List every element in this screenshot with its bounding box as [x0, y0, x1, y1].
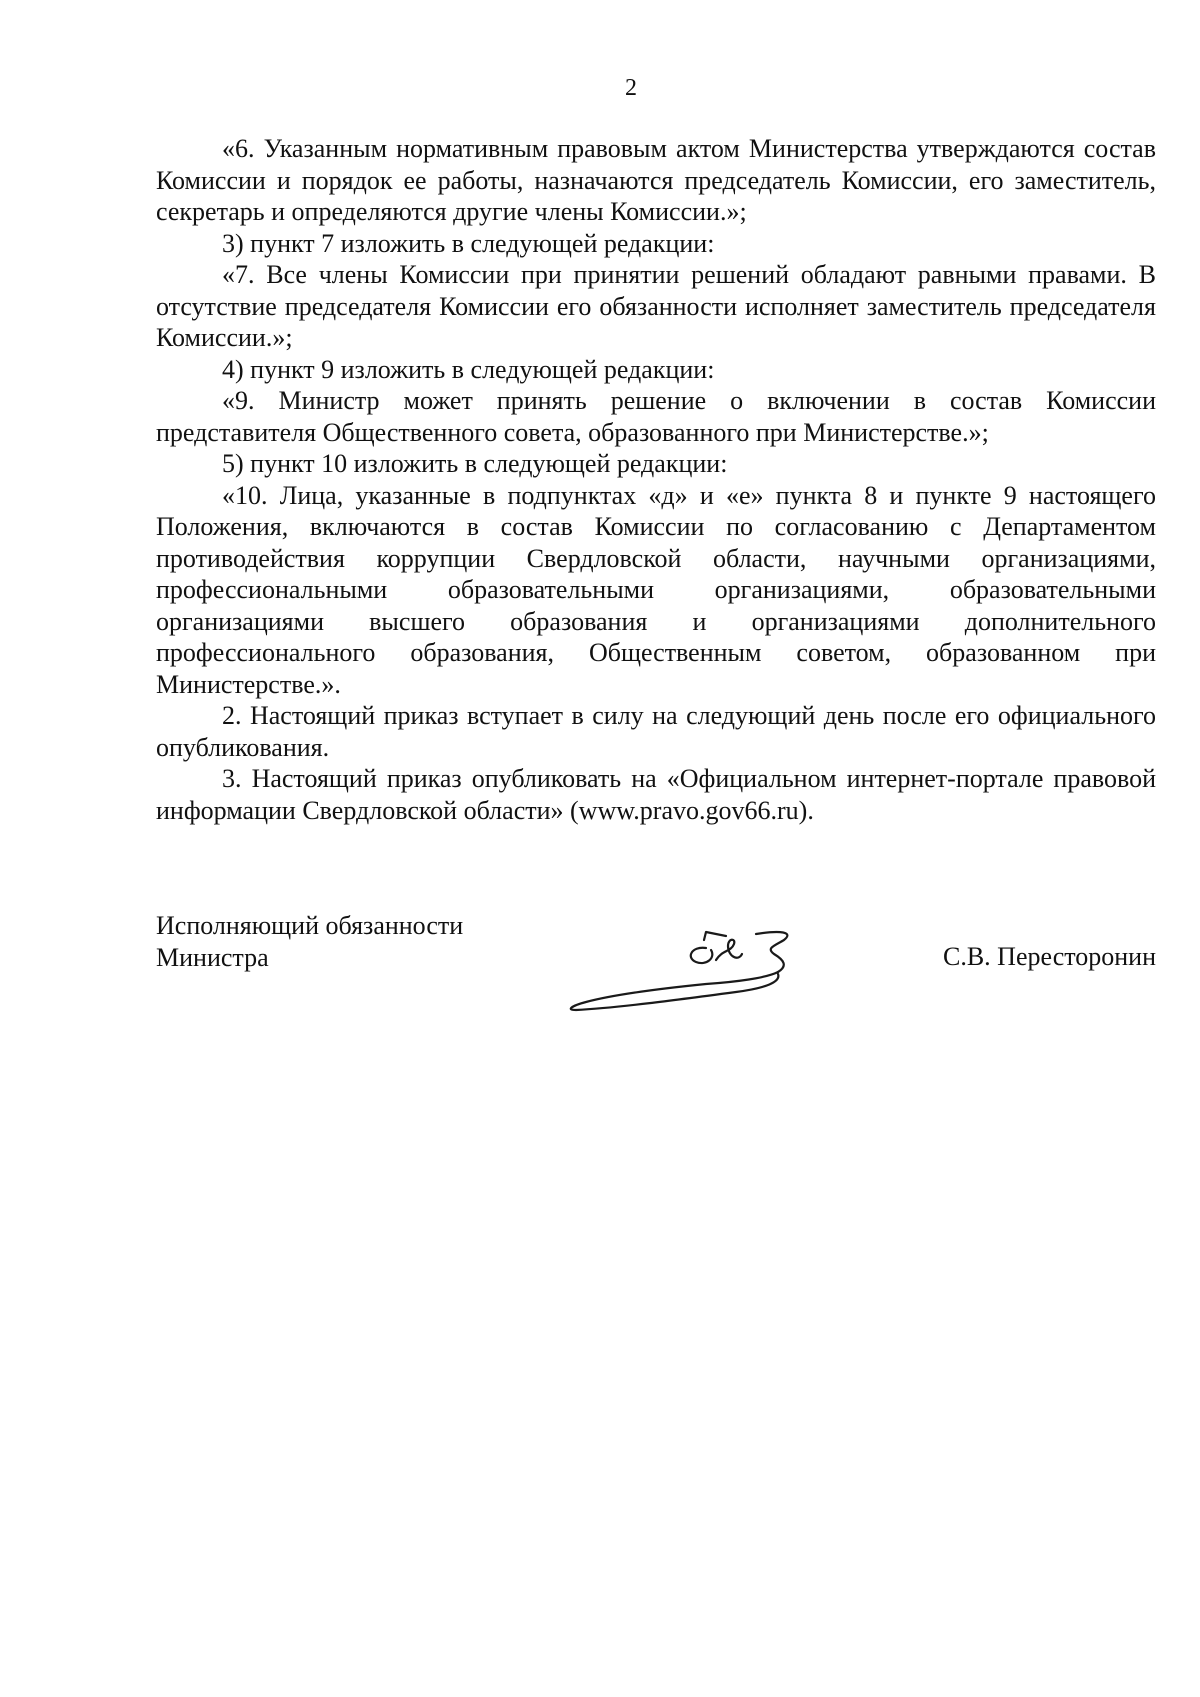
paragraph-item-7-quote: «7. Все члены Комиссии при принятии решений обладают равными правами. В отсутствие председателя Комиссии его обязанности исполняет заместитель председателя Комиссии.»;: [156, 260, 1156, 352]
signatory-title: [156, 910, 463, 973]
signature-block: [156, 910, 1156, 1030]
handwritten-signature: [556, 910, 876, 1030]
signatory-title-line2: Министра: [156, 942, 269, 972]
paragraph-point-10-instruction: 5) пункт 10 изложить в следующей редакции:: [222, 449, 728, 478]
signatory-title-line1: Исполняющий обязанности: [156, 911, 464, 940]
paragraph-point-9-instruction: 4) пункт 9 изложить в следующей редакции:: [222, 354, 715, 384]
paragraph-item-6-quote: «6. Указанным нормативным правовым актом Министерства утверждаются состав Комиссии и порядок ее работы, назначаются председатель Комиссии, его заместитель, секретарь и определяются другие члены Комиссии.»;: [156, 134, 1156, 226]
paragraph-publication: 3. Настоящий приказ опубликовать на «Официальном интернет-портале правовой информации Свердловской области» (www.pravo.gov66.ru).: [156, 764, 1156, 825]
signatory-name: С.В. Пересторонин: [943, 942, 1156, 971]
paragraph-item-10-quote: «10. Лица, указанные в подпунктах «д» и «е» пункта 8 и пункте 9 настоящего Положения, включаются в состав Комиссии по согласованию с Департаментом противодействия коррупции Свердловской области, научными организациями, профессиональными образовательными организациями, образовательными организациями высшего образования и организациями дополнительного профессионального образования, Общественным советом, образованном при Министерстве.».: [156, 480, 1156, 699]
paragraph-effective-date: 2. Настоящий приказ вступает в силу на следующий день после его официального опубликования.: [156, 701, 1156, 762]
paragraph-point-7-instruction: 3) пункт 7 изложить в следующей редакции:: [222, 228, 715, 258]
paragraph-item-9-quote: «9. Министр может принять решение о включении в состав Комиссии представителя Общественного совета, образованного при Министерстве.»;: [156, 386, 1156, 447]
document-body: [156, 133, 1156, 826]
page-number: 2: [625, 75, 637, 101]
